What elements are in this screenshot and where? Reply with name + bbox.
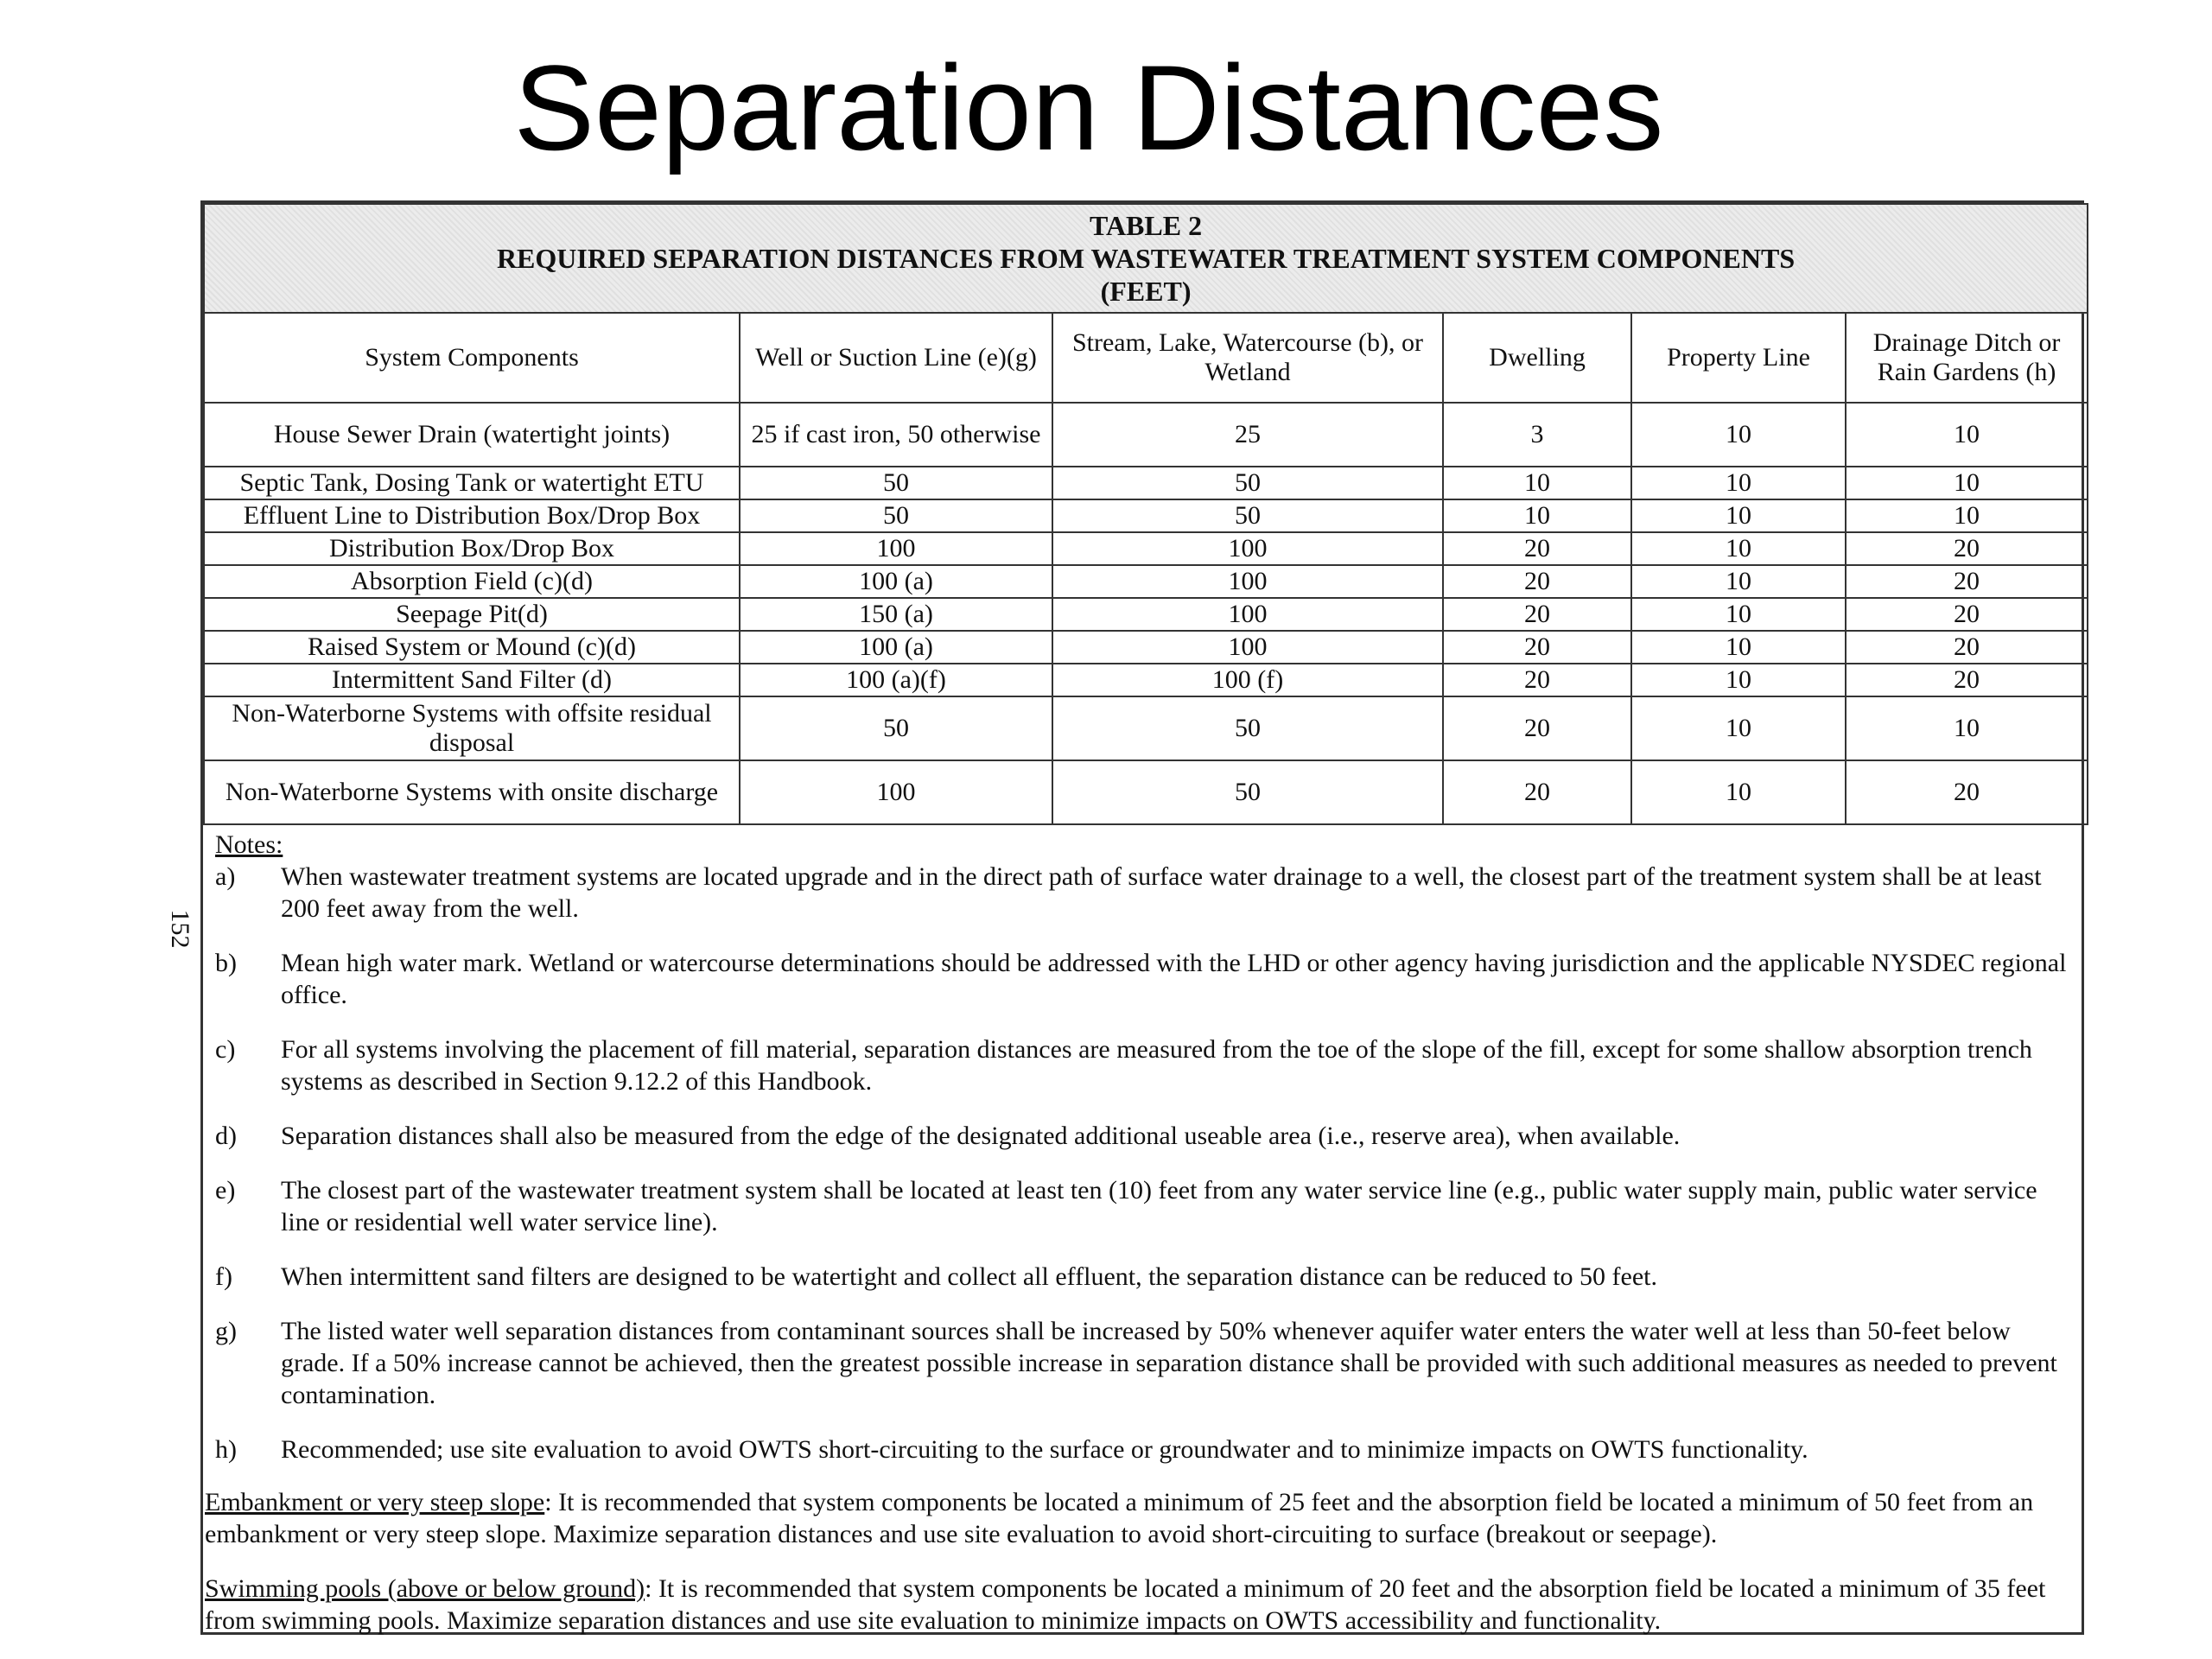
distance-cell: 10 — [1631, 403, 1846, 467]
distance-cell: 50 — [740, 467, 1052, 499]
note-text: Mean high water mark. Wetland or watercourse determinations should be addressed with the LHD or other agency having jurisdiction and the applicable NYSDEC regional office. — [281, 949, 2067, 1009]
paragraph-text: : It is recommended that system components be located a minimum of 25 feet and the absorption field be located a minimum of 50 feet from an embankment or very steep slope. Maximize separation distances and use site evaluation to avoid short-circuiting to surface (breakout or seepage). — [205, 1488, 2034, 1548]
paragraph-lead: Swimming pools (above or below ground) — [205, 1574, 645, 1603]
note-item — [215, 1174, 2069, 1238]
distance-cell: 100 (f) — [1052, 664, 1443, 696]
distance-cell: 100 — [1052, 631, 1443, 664]
distance-cell: 10 — [1631, 631, 1846, 664]
distance-cell: 100 — [1052, 598, 1443, 631]
distance-cell: 100 — [740, 760, 1052, 824]
column-header: System Components — [204, 313, 740, 403]
distance-cell: 20 — [1846, 565, 2088, 598]
distance-cell: 20 — [1443, 696, 1631, 760]
distance-cell: 50 — [1052, 467, 1443, 499]
notes-heading: Notes: — [215, 830, 283, 859]
component-cell: Septic Tank, Dosing Tank or watertight ETU — [204, 467, 740, 499]
distance-cell: 10 — [1846, 499, 2088, 532]
table-row — [204, 598, 2088, 631]
distance-cell: 150 (a) — [740, 598, 1052, 631]
column-header: Property Line — [1631, 313, 1846, 403]
distance-cell: 100 — [1052, 532, 1443, 565]
table-caption — [204, 204, 2088, 313]
distance-cell: 10 — [1846, 403, 2088, 467]
column-header: Stream, Lake, Watercourse (b), or Wetland — [1052, 313, 1443, 403]
distance-cell: 50 — [740, 499, 1052, 532]
slide-title: Separation Distances — [513, 40, 1664, 175]
table-body — [204, 403, 2088, 824]
distance-cell: 10 — [1443, 467, 1631, 499]
distance-cell: 100 — [740, 532, 1052, 565]
component-cell: Distribution Box/Drop Box — [204, 532, 740, 565]
table-row — [204, 467, 2088, 499]
distance-cell: 20 — [1443, 664, 1631, 696]
component-cell: Seepage Pit(d) — [204, 598, 740, 631]
table-header-row — [204, 313, 2088, 403]
note-item — [215, 1261, 2069, 1293]
note-text: When wastewater treatment systems are located upgrade and in the direct path of surface water drainage to a well, the closest part of the treatment system shall be at least 200 feet away from the well. — [281, 862, 2042, 923]
distance-cell: 50 — [1052, 696, 1443, 760]
distance-cell: 20 — [1443, 631, 1631, 664]
note-item — [215, 1433, 2069, 1465]
distance-cell: 50 — [1052, 760, 1443, 824]
note-item — [215, 1033, 2069, 1097]
component-cell: Raised System or Mound (c)(d) — [204, 631, 740, 664]
note-text: For all systems involving the placement of fill material, separation distances are measured from the toe of the slope of the fill, except for some shallow absorption trench systems as described in Section 9.12.2 of this Handbook. — [281, 1035, 2032, 1096]
guidance-paragraph — [205, 1486, 2082, 1550]
note-letter: f) — [215, 1262, 232, 1291]
distance-cell: 20 — [1846, 664, 2088, 696]
table-number: TABLE 2 — [1089, 210, 1203, 241]
notes-section — [203, 825, 2082, 1465]
table-row — [204, 664, 2088, 696]
distance-cell: 20 — [1443, 565, 1631, 598]
distance-cell: 10 — [1631, 499, 1846, 532]
distance-cell: 10 — [1631, 696, 1846, 760]
note-letter: c) — [215, 1035, 236, 1064]
note-letter: h) — [215, 1435, 237, 1464]
paragraph-lead: Embankment or very steep slope — [205, 1488, 545, 1516]
separation-table — [203, 203, 2088, 825]
note-letter: g) — [215, 1317, 237, 1345]
paragraph-text: : It is recommended that system components be located a minimum of 20 feet and the absorption field be located a minimum of 35 feet from swimming pools. Maximize separation distances and use site evaluation to minimize impacts on OWTS accessibility and functionality. — [205, 1574, 2046, 1635]
distance-cell: 25 if cast iron, 50 otherwise — [740, 403, 1052, 467]
note-item — [215, 1120, 2069, 1152]
distance-cell: 10 — [1631, 532, 1846, 565]
distance-cell: 10 — [1631, 598, 1846, 631]
component-cell: Effluent Line to Distribution Box/Drop Box — [204, 499, 740, 532]
note-text: Separation distances shall also be measured from the edge of the designated additional useable area (i.e., reserve area), when available. — [281, 1122, 1681, 1150]
distance-cell: 10 — [1631, 565, 1846, 598]
distance-cell: 50 — [740, 696, 1052, 760]
table-row — [204, 532, 2088, 565]
table-row — [204, 499, 2088, 532]
distance-cell: 3 — [1443, 403, 1631, 467]
table-row — [204, 760, 2088, 824]
note-text: When intermittent sand filters are designed to be watertight and collect all effluent, the separation distance can be reduced to 50 feet. — [281, 1262, 1657, 1291]
paragraphs — [203, 1486, 2082, 1637]
document-page — [200, 200, 2084, 1635]
table-units: (FEET) — [1100, 276, 1192, 307]
distance-cell: 20 — [1846, 631, 2088, 664]
note-letter: b) — [215, 949, 237, 977]
table-row — [204, 403, 2088, 467]
component-cell: Absorption Field (c)(d) — [204, 565, 740, 598]
note-letter: a) — [215, 862, 236, 891]
distance-cell: 25 — [1052, 403, 1443, 467]
table-row — [204, 631, 2088, 664]
note-text: The listed water well separation distances from contaminant sources shall be increased by 50% whenever aquifer water enters the water well at less than 50-feet below grade. If a 50% increase cannot be achieved, then the greatest possible increase in separation distance shall be provided with such additional measures as needed to prevent contamination. — [281, 1317, 2057, 1409]
component-cell: Non-Waterborne Systems with offsite residual disposal — [204, 696, 740, 760]
page-number: 152 — [166, 909, 194, 949]
note-text: Recommended; use site evaluation to avoid OWTS short-circuiting to the surface or groundwater and to minimize impacts on OWTS functionality. — [281, 1435, 1808, 1464]
distance-cell: 20 — [1443, 598, 1631, 631]
distance-cell: 100 — [1052, 565, 1443, 598]
distance-cell: 20 — [1846, 598, 2088, 631]
distance-cell: 100 (a)(f) — [740, 664, 1052, 696]
distance-cell: 20 — [1846, 532, 2088, 565]
component-cell: House Sewer Drain (watertight joints) — [204, 403, 740, 467]
distance-cell: 10 — [1846, 467, 2088, 499]
distance-cell: 10 — [1631, 467, 1846, 499]
distance-cell: 20 — [1846, 760, 2088, 824]
component-cell: Intermittent Sand Filter (d) — [204, 664, 740, 696]
table-row — [204, 696, 2088, 760]
column-header: Dwelling — [1443, 313, 1631, 403]
guidance-paragraph — [205, 1573, 2082, 1637]
distance-cell: 10 — [1443, 499, 1631, 532]
note-item — [215, 1315, 2069, 1411]
column-header: Well or Suction Line (e)(g) — [740, 313, 1052, 403]
table-title: REQUIRED SEPARATION DISTANCES FROM WASTEWATER TREATMENT SYSTEM COMPONENTS — [496, 243, 1796, 274]
distance-cell: 20 — [1443, 760, 1631, 824]
note-item — [215, 861, 2069, 925]
distance-cell: 10 — [1631, 760, 1846, 824]
distance-cell: 100 (a) — [740, 565, 1052, 598]
distance-cell: 10 — [1631, 664, 1846, 696]
distance-cell: 50 — [1052, 499, 1443, 532]
distance-cell: 20 — [1443, 532, 1631, 565]
notes-list — [215, 861, 2069, 1465]
distance-cell: 100 (a) — [740, 631, 1052, 664]
distance-cell: 10 — [1846, 696, 2088, 760]
table-row — [204, 565, 2088, 598]
note-text: The closest part of the wastewater treatment system shall be located at least ten (10) feet from any water service line (e.g., public water supply main, public water service line or residential well water service line). — [281, 1176, 2037, 1236]
note-letter: e) — [215, 1176, 236, 1205]
note-item — [215, 947, 2069, 1011]
component-cell: Non-Waterborne Systems with onsite discharge — [204, 760, 740, 824]
column-header: Drainage Ditch or Rain Gardens (h) — [1846, 313, 2088, 403]
note-letter: d) — [215, 1122, 237, 1150]
